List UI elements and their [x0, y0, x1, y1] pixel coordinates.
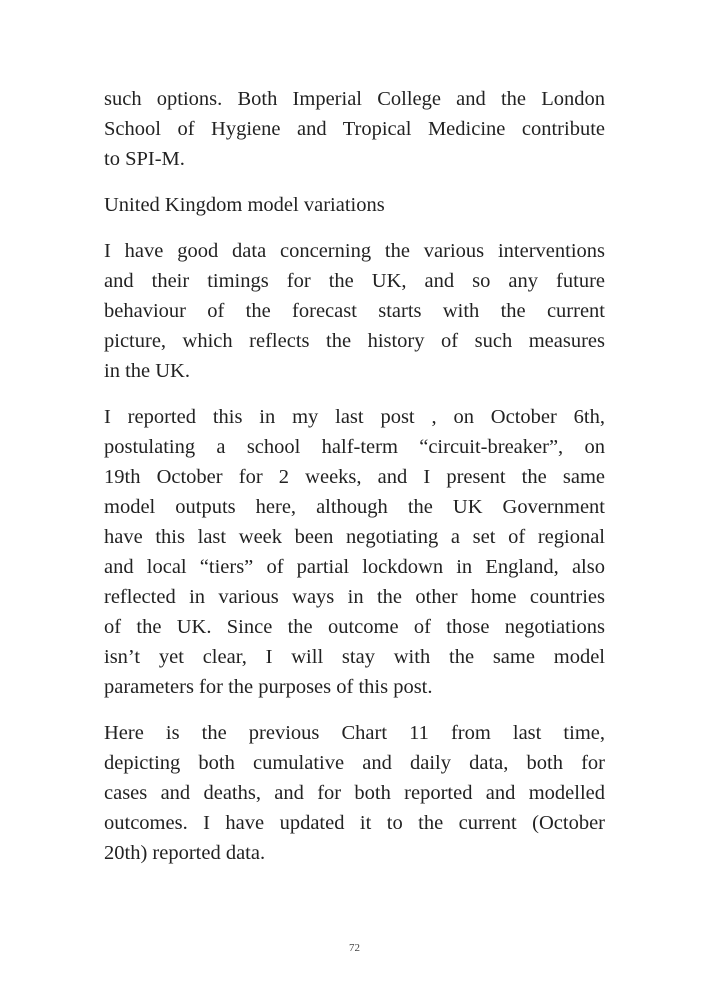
text-line: postulating a school half-term “circuit-breaker”, on: [104, 436, 605, 458]
text-line: and local “tiers” of partial lockdown in England, also: [104, 556, 605, 578]
text-line: United Kingdom model variations: [104, 194, 385, 216]
text-line: 19th October for 2 weeks, and I present the same: [104, 466, 605, 488]
paragraph: [104, 402, 605, 702]
text-line: and their timings for the UK, and so any future: [104, 270, 605, 292]
text-line: have this last week been negotiating a set of regional: [104, 526, 605, 548]
text-line: cases and deaths, and for both reported and modelled: [104, 782, 605, 804]
text-line: School of Hygiene and Tropical Medicine contribute: [104, 118, 605, 140]
page-body: [104, 84, 605, 884]
text-line: behaviour of the forecast starts with the current: [104, 300, 605, 322]
text-line: parameters for the purposes of this post.: [104, 676, 433, 698]
text-line: outcomes. I have updated it to the current (October: [104, 812, 605, 834]
paragraph: [104, 236, 605, 386]
text-line: reflected in various ways in the other home countries: [104, 586, 605, 608]
text-line: model outputs here, although the UK Government: [104, 496, 605, 518]
text-line: in the UK.: [104, 360, 190, 382]
paragraph: [104, 718, 605, 868]
text-line: to SPI-M.: [104, 148, 185, 170]
text-line: picture, which reflects the history of such measures: [104, 330, 605, 352]
text-line: such options. Both Imperial College and the London: [104, 88, 605, 110]
text-line: isn’t yet clear, I will stay with the same model: [104, 646, 605, 668]
paragraph: [104, 84, 605, 174]
text-line: of the UK. Since the outcome of those negotiations: [104, 616, 605, 638]
text-line: depicting both cumulative and daily data, both for: [104, 752, 605, 774]
text-line: I reported this in my last post , on October 6th,: [104, 406, 605, 428]
section-heading: [104, 190, 605, 220]
text-line: 20th) reported data.: [104, 842, 266, 864]
text-line: I have good data concerning the various interventions: [104, 240, 605, 262]
page-number: 72: [349, 942, 360, 954]
text-line: Here is the previous Chart 11 from last time,: [104, 722, 605, 744]
